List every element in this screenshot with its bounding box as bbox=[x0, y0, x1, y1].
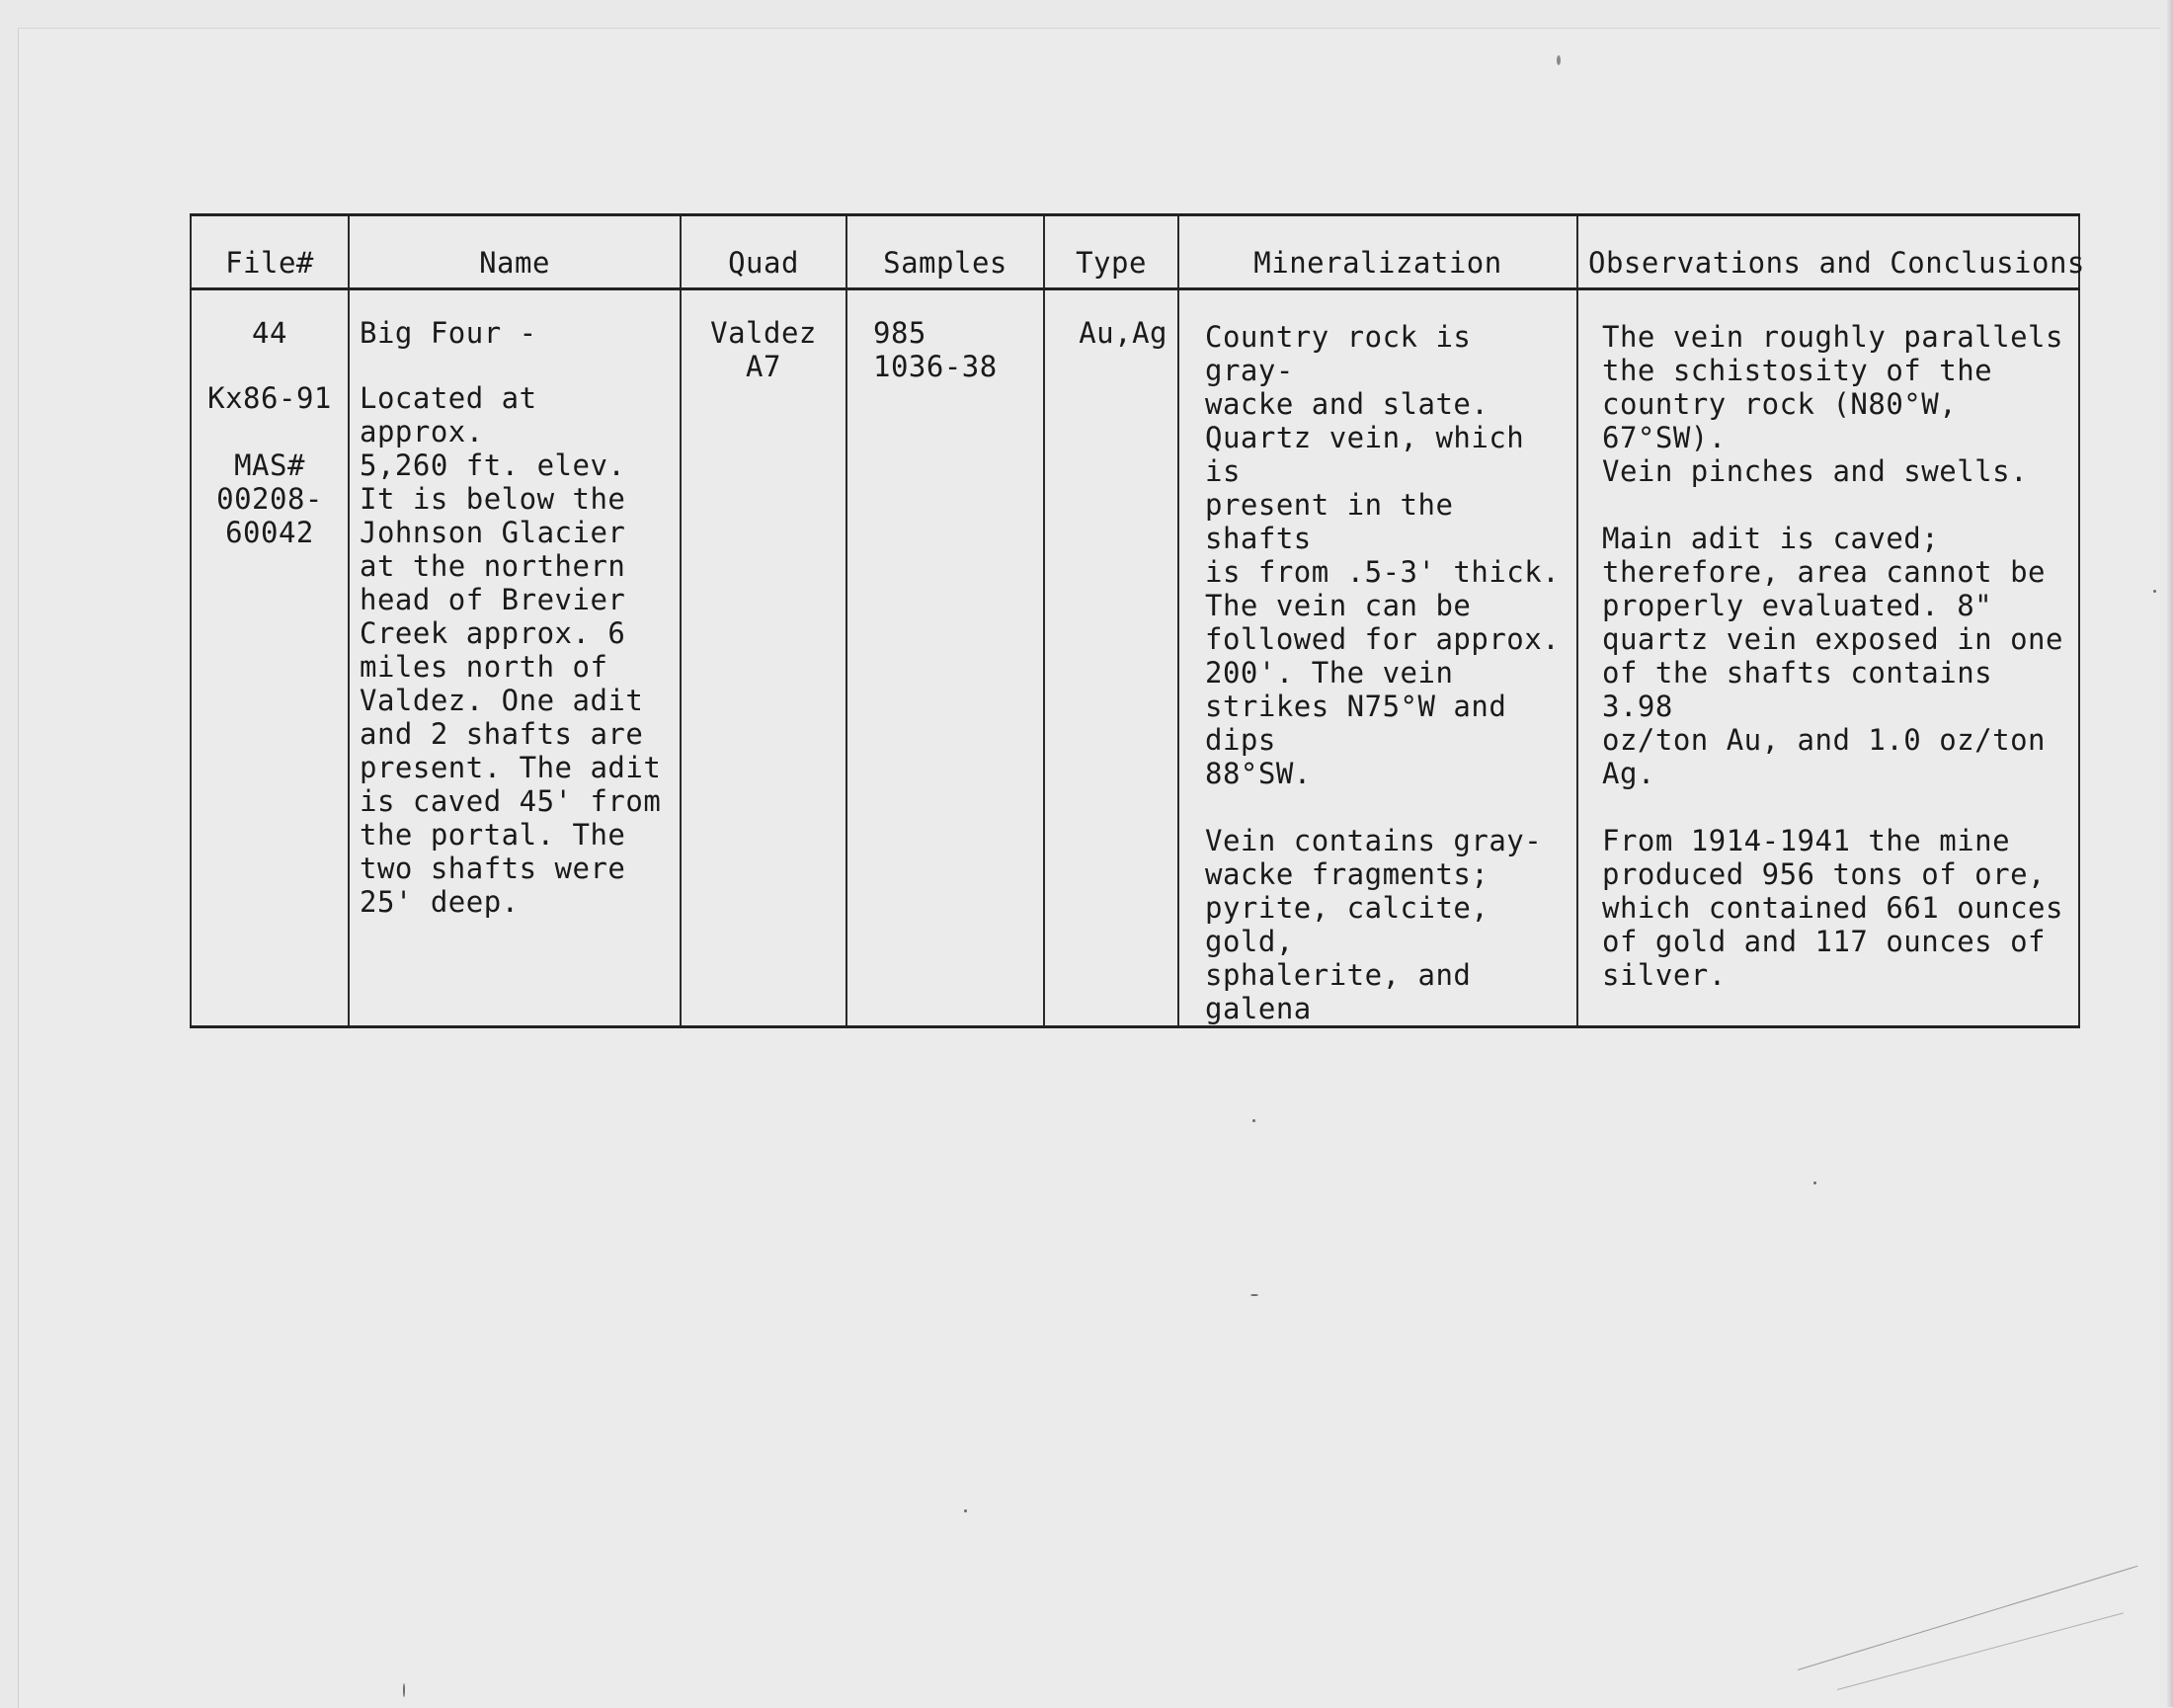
cell-name bbox=[349, 289, 681, 1027]
header-type: Type bbox=[1044, 215, 1178, 289]
file-number: 44 bbox=[252, 316, 287, 350]
cell-samples bbox=[846, 289, 1044, 1027]
header-mineralization: Mineralization bbox=[1178, 215, 1577, 289]
page-edge-shadow bbox=[2167, 0, 2173, 1707]
header-quad: Quad bbox=[681, 215, 846, 289]
cell-quad bbox=[681, 289, 846, 1027]
header-row bbox=[191, 215, 2079, 289]
cell-observations bbox=[1577, 289, 2079, 1027]
table-row bbox=[191, 289, 2079, 1027]
scan-speck bbox=[1252, 1119, 1255, 1122]
header-name: Name bbox=[349, 215, 681, 289]
scan-speck bbox=[1250, 1294, 1258, 1296]
cell-file bbox=[191, 289, 349, 1027]
scan-speck bbox=[1557, 55, 1561, 65]
mas-label: MAS# bbox=[234, 448, 305, 482]
cell-type bbox=[1044, 289, 1178, 1027]
header-file: File# bbox=[191, 215, 349, 289]
observations-paragraph-3: From 1914-1941 the mine produced 956 tons of ore, which contained 661 ounces of gold and 117 ounces of silver. bbox=[1602, 824, 2063, 992]
type-value: Au,Ag bbox=[1079, 316, 1167, 350]
observations-paragraph-1: The vein roughly parallels the schistosity of the country rock (N80°W, 67°SW). Vein pinches and swells. bbox=[1602, 320, 2063, 488]
cell-mineralization bbox=[1178, 289, 1577, 1027]
observations-paragraph-2: Main adit is caved; therefore, area cannot be properly evaluated. 8" quartz vein exposed in one of the shafts contains 3.98 oz/ton Au, and 1.0 oz/ton Ag. bbox=[1602, 522, 2063, 790]
scan-speck bbox=[1813, 1181, 1816, 1184]
quad-code: A7 bbox=[746, 350, 781, 383]
mas-number-part1: 00208- bbox=[216, 482, 323, 516]
name-description: Located at approx. 5,260 ft. elev. It is below the Johnson Glacier at the northern head of Brevier Creek approx. 6 miles north of Valdez. One adit and 2 shafts are present. The adit is caved 45' from the portal. The two shafts were 25' deep. bbox=[360, 381, 662, 919]
mas-number-part2: 60042 bbox=[225, 516, 314, 549]
mine-record-table bbox=[190, 213, 2085, 1028]
sample-number-1: 985 bbox=[873, 316, 926, 350]
name-title: Big Four - bbox=[360, 316, 537, 350]
quad-name: Valdez bbox=[710, 316, 817, 350]
sample-number-2: 1036-38 bbox=[873, 350, 998, 383]
header-samples: Samples bbox=[846, 215, 1044, 289]
scan-speck bbox=[2153, 590, 2156, 593]
mineralization-paragraph-1: Country rock is gray- wacke and slate. Quartz vein, which is present in the shafts is from .5-3' thick. The vein can be followed for approx. 200'. The vein strikes N75°W and dips 88°SW. bbox=[1205, 320, 1561, 790]
scan-speck bbox=[964, 1509, 967, 1512]
mineralization-paragraph-2: Vein contains gray- wacke fragments; pyrite, calcite, gold, sphalerite, and galena bbox=[1205, 824, 1543, 1025]
file-code: Kx86-91 bbox=[207, 381, 332, 415]
header-observations: Observations and Conclusions bbox=[1577, 215, 2079, 289]
scan-speck bbox=[403, 1683, 405, 1697]
mine-record-table-container bbox=[190, 213, 2085, 1028]
